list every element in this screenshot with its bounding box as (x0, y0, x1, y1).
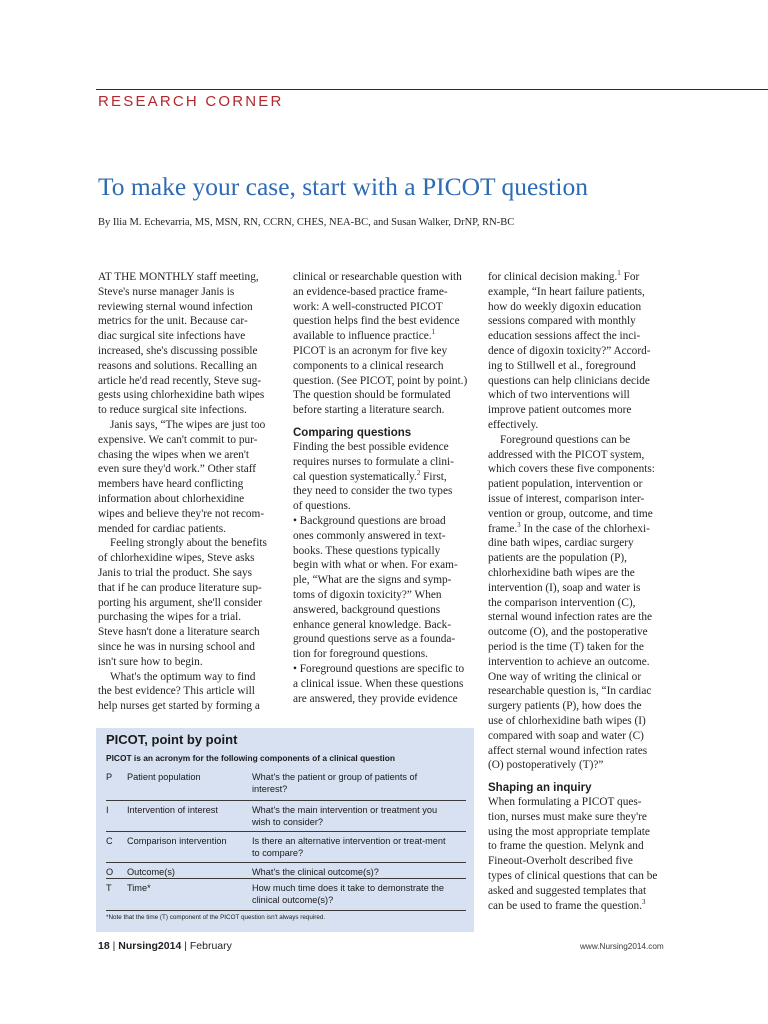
text-line: since he was in nursing school and (98, 640, 255, 653)
text-line: of chlorhexidine wipes, Steve asks (98, 552, 255, 565)
text-line: The question should be formulated (293, 389, 451, 402)
text-line: patient population, intervention or (488, 478, 643, 491)
text-line: types of clinical questions that can be (488, 870, 658, 883)
text-line: intervention (I), soap and water is (488, 581, 641, 594)
text-line: (O) postoperatively (T)?” (488, 759, 604, 772)
text-line: compared with soap and water (C) (488, 729, 644, 742)
picot-component: Outcome(s) (127, 867, 175, 877)
text-line: question helps find the best evidence (293, 315, 460, 328)
page-number: 18 (98, 940, 110, 952)
text-line (488, 270, 670, 285)
text-line: how do weekly digoxin education (488, 300, 642, 313)
text-segment: In the case of the chlorhexi- (520, 522, 650, 535)
reference-mark: 1 (431, 328, 436, 337)
text-line: are answered, they provide evidence (293, 692, 458, 705)
text-line: education sessions affect the inci- (488, 330, 641, 343)
text-line: to reduce surgical site infections. (98, 404, 247, 417)
text-line: PICOT is an acronym for five key (293, 344, 448, 357)
picot-description: Is there an alternative intervention or treat-ment to compare? (252, 836, 446, 858)
article-title: To make your case, start with a PICOT question (98, 172, 588, 201)
text-line: Janis to trial the product. She says (98, 566, 253, 579)
text-line: AT THE MONTHLY staff meeting, (98, 271, 259, 283)
text-line: dence of digoxin toxicity?” Accord- (488, 344, 651, 357)
picot-row (106, 800, 466, 831)
text-line: expensive. We can't commit to pur- (98, 433, 258, 446)
text-line: information about chlorhexidine (98, 492, 245, 505)
text-line: components to a clinical research (293, 359, 444, 372)
picot-footnote-rule (106, 910, 466, 911)
text-line: asked and suggested templates that (488, 884, 647, 897)
text-line (293, 470, 475, 485)
text-line: to frame the question. Melynk and (488, 840, 644, 853)
text-line: • Background questions are broad (293, 514, 446, 527)
text-segment: frame. (488, 522, 518, 535)
text-line: questions can help clinicians decide (488, 374, 650, 387)
picot-component: Time* (127, 883, 151, 893)
reference-mark: 3 (517, 520, 521, 529)
text-line: porting his argument, she'll consider (98, 596, 263, 609)
text-line: which covers these five components: (488, 463, 655, 476)
picot-component: Comparison intervention (127, 836, 227, 846)
text-line: affect sternal wound infection rates (488, 744, 648, 757)
picot-letter: T (106, 883, 112, 893)
text-line: members have heard conflicting (98, 478, 244, 491)
text-line: which of two interventions will (488, 389, 630, 402)
text-line: effectively. (488, 418, 539, 431)
text-line: even sure they'd work.” Other staff (98, 463, 257, 476)
picot-description: What's the clinical outcome(s)? (252, 867, 379, 877)
text-line: addressed with the PICOT system, (488, 448, 645, 461)
text-line: clinical or researchable question with (293, 271, 462, 283)
text-line: work: A well-constructed PICOT (293, 300, 443, 313)
picot-letter: P (106, 772, 113, 782)
article-byline: By Ilia M. Echevarria, MS, MSN, RN, CCRN, CHES, NEA-BC, and Susan Walker, DrNP, RN-BC (98, 217, 515, 228)
picot-row (106, 768, 466, 801)
body-column-3 (488, 270, 670, 913)
picot-letter: C (106, 836, 113, 846)
picot-description: How much time does it take to demonstrate the clinical outcome(s)? (252, 883, 445, 905)
text-line: a clinical issue. When these questions (293, 677, 464, 690)
text-line: wipes and believe they're not recom- (98, 507, 265, 520)
reference-mark: 1 (617, 269, 621, 278)
text-line: the comparison intervention (C), (488, 596, 636, 609)
text-line: ground questions serve as a founda- (293, 633, 456, 646)
text-line: issue of interest, comparison inter- (488, 492, 645, 505)
text-line: period is the time (T) taken for the (488, 640, 644, 653)
text-line: One way of writing the clinical or (488, 670, 642, 683)
text-line: enhance general knowledge. Back- (293, 618, 452, 631)
text-line: before starting a literature search. (293, 404, 445, 417)
text-segment: for clinical decision making. (488, 271, 618, 283)
text-line: help nurses get started by forming a (98, 700, 260, 713)
text-line: outcome (O), and the postoperative (488, 626, 648, 639)
text-line: sessions compared with monthly (488, 315, 636, 328)
picot-component: Patient population (127, 772, 201, 782)
text-line: chlorhexidine bath wipes are the (488, 566, 635, 579)
text-line: article he'd read recently, Steve sug- (98, 374, 262, 387)
picot-row (106, 878, 466, 909)
text-line: patients are the population (P), (488, 552, 627, 565)
body-column-2 (293, 270, 475, 706)
text-line: they need to consider the two types (293, 485, 453, 498)
footer-separator: | (184, 940, 187, 952)
text-line (293, 329, 475, 344)
section-label: RESEARCH CORNER (98, 93, 284, 110)
text-line: Steve hasn't done a literature search (98, 626, 260, 639)
text-line: use of chlorhexidine bath wipes (I) (488, 714, 646, 727)
text-line: toms of digoxin toxicity?” When (293, 588, 442, 601)
text-line: dine bath wipes, cardiac surgery (488, 537, 634, 550)
picot-footnote: *Note that the time (T) component of the PICOT question isn't always required. (106, 914, 326, 921)
text-line: • Foreground questions are specific to (293, 662, 465, 675)
text-line (488, 522, 670, 537)
text-line: reasons and solutions. Recalling an (98, 359, 258, 372)
text-line: example, “In heart failure patients, (488, 285, 645, 298)
text-line: diac surgical site infections have (98, 330, 246, 343)
text-line: metrics for the unit. Because car- (98, 315, 248, 328)
text-line: ing to Stillwell et al., foreground (488, 359, 636, 372)
subheading-shaping-an-inquiry: Shaping an inquiry (488, 782, 592, 795)
text-line: tion, nurses must make sure they're (488, 810, 647, 823)
text-line: When formulating a PICOT ques- (488, 796, 642, 809)
text-line: isn't sure how to begin. (98, 655, 203, 668)
text-line: surgery patients (P), how does the (488, 700, 642, 713)
text-line: researchable question is, “In cardiac (488, 685, 652, 698)
picot-subtitle: PICOT is an acronym for the following components of a clinical question (106, 753, 395, 763)
picot-component: Intervention of interest (127, 805, 218, 815)
reference-mark: 3 (642, 897, 646, 906)
picot-letter: O (106, 867, 114, 877)
header-rule (96, 89, 768, 90)
text-line: reviewing sternal wound infection (98, 300, 253, 313)
text-line: question. (See PICOT, point by point.) (293, 374, 468, 387)
text-line: Finding the best possible evidence (293, 440, 449, 453)
text-line: chasing the wipes when we aren't (98, 448, 250, 461)
text-line: answered, background questions (293, 603, 441, 616)
text-line: increased, she's discussing possible (98, 344, 258, 357)
reference-mark: 2 (416, 468, 421, 477)
subheading-comparing-questions: Comparing questions (293, 426, 412, 439)
text-segment: First, (420, 470, 447, 483)
text-line: tion for foreground questions. (293, 648, 428, 661)
text-line: using the most appropriate template (488, 825, 650, 838)
text-line: an evidence-based practice frame- (293, 285, 448, 298)
text-line: Feeling strongly about the benefits (110, 537, 267, 550)
picot-title: PICOT, point by point (106, 732, 238, 747)
text-line: ones commonly answered in text- (293, 529, 446, 542)
journal-name: Nursing2014 (118, 940, 182, 952)
text-line: vention or group, outcome, and time (488, 507, 653, 520)
text-line: purchasing the wipes for a trial. (98, 611, 242, 624)
text-line: books. These questions typically (293, 544, 441, 557)
text-line: begin with what or when. For exam- (293, 559, 458, 572)
text-line: sternal wound infection rates are the (488, 611, 653, 624)
picot-description: What's the patient or group of patients of interest? (252, 772, 418, 794)
text-line: that if he can produce literature sup- (98, 581, 262, 594)
text-line: gests using chlorhexidine bath wipes (98, 389, 265, 402)
text-line: of questions. (293, 500, 351, 513)
text-line: ple, “What are the signs and symp- (293, 574, 452, 587)
issue-month: February (189, 940, 232, 952)
text-line: What's the optimum way to find (110, 670, 256, 683)
text-line: Steve's nurse manager Janis is (98, 285, 235, 298)
text-line: improve patient outcomes more (488, 404, 632, 417)
picot-sidebar (96, 728, 474, 932)
text-segment: can be used to frame the question. (488, 899, 643, 912)
journal-url: www.Nursing2014.com (580, 942, 664, 951)
text-line: the best evidence? This article will (98, 685, 255, 698)
picot-description: What's the main intervention or treatment you wish to consider? (252, 805, 438, 827)
text-line: Fineout-Overholt described five (488, 855, 633, 868)
text-line: Janis says, “The wipes are just too (110, 418, 266, 431)
text-line: intervention to achieve an outcome. (488, 655, 650, 668)
picot-letter: I (106, 805, 109, 815)
picot-row (106, 831, 466, 862)
body-column-1 (98, 270, 280, 714)
text-line (488, 899, 670, 914)
text-line: requires nurses to formulate a clini- (293, 455, 454, 468)
text-segment: available to influence practice. (293, 330, 432, 343)
text-line: mended for cardiac patients. (98, 522, 226, 535)
text-segment: cal question systematically. (293, 470, 417, 483)
picot-row (106, 862, 466, 879)
text-segment: For (620, 271, 640, 283)
footer-separator: | (112, 940, 116, 952)
page-footer-left (98, 940, 232, 952)
text-line: Foreground questions can be (500, 433, 631, 446)
